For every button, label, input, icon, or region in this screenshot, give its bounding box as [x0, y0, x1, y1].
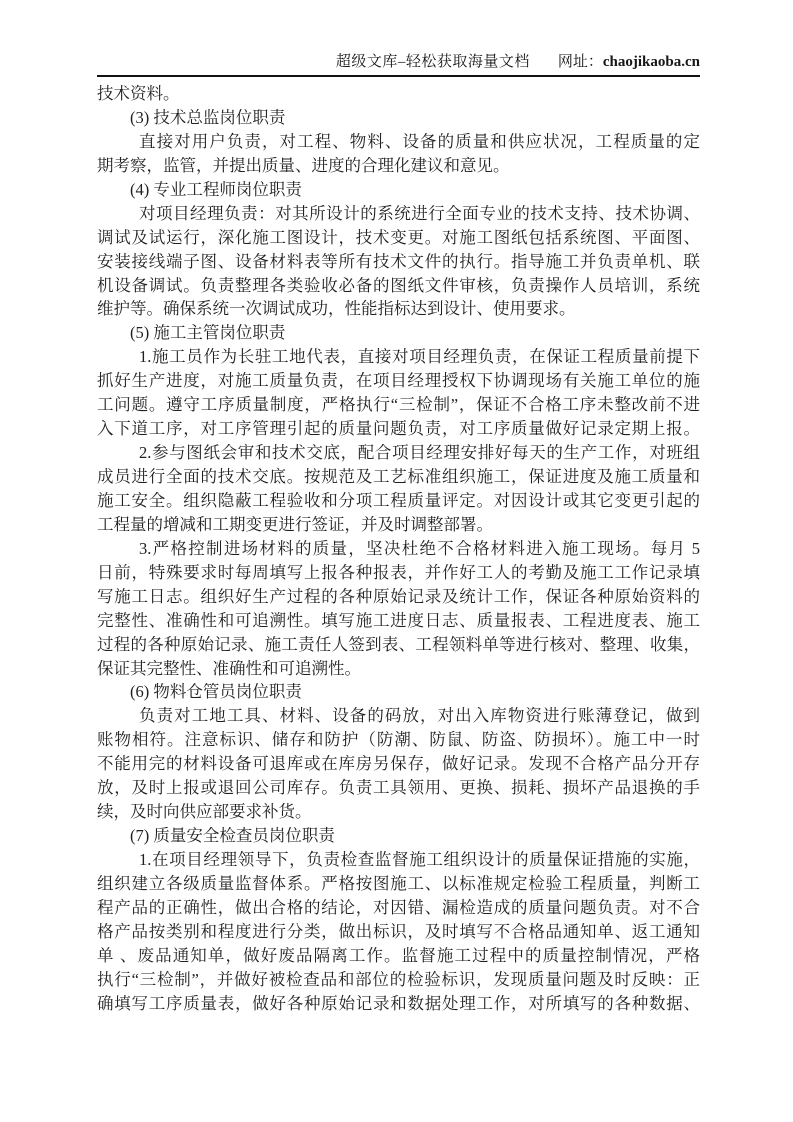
text-line: 期考察，监管，并提出质量、进度的合理化建议和意见。 — [97, 155, 510, 175]
text-line: 格产品按类别和程度进行分类，做出标识，及时填写不合格品通知单、返工通知 — [97, 921, 700, 941]
document-body — [97, 82, 700, 1016]
text-line: 放，及时上报或退回公司库存。负责工具领用、更换、损耗、损坏产品退换的手 — [97, 778, 700, 798]
page-header — [97, 52, 700, 73]
text-line: 程产品的正确性，做出合格的结论，对因错、漏检造成的质量问题负责。对不合 — [97, 897, 700, 917]
text-line: 安装接线端子图、设备材料表等所有技术文件的执行。指导施工并负责单机、联 — [97, 251, 700, 271]
header-address — [558, 54, 700, 70]
text-line: 维护等。确保系统一次调试成功，性能指标达到设计、使用要求。 — [97, 299, 576, 319]
header-url-label: 网址： — [557, 54, 603, 70]
header-url: chaojikaoba.cn — [602, 54, 700, 70]
text-line: 3.严格控制进场材料的质量，坚决杜绝不合格材料进入施工现场。每月 5 — [139, 538, 700, 558]
text-line: (7) 质量安全检查员岗位职责 — [130, 826, 335, 846]
text-line: 调试及试运行，深化施工图设计，技术变更。对施工图纸包括系统图、平面图、 — [97, 227, 700, 247]
text-line: (6) 物料仓管员岗位职责 — [130, 682, 302, 702]
text-line: 续，及时向供应部要求补货。 — [97, 802, 312, 822]
text-line: 抓好生产进度，对施工质量负责，在项目经理授权下协调现场有关施工单位的施 — [97, 371, 700, 391]
text-line: 直接对用户负责，对工程、物料、设备的质量和供应状况，工程质量的定 — [139, 131, 700, 151]
text-line: (4) 专业工程师岗位职责 — [130, 179, 302, 199]
text-line: 入下道工序，对工序管理引起的质量问题负责，对工序质量做好记录定期上报。 — [97, 419, 700, 439]
text-line: 1.在项目经理领导下，负责检查监督施工组织设计的质量保证措施的实施， — [139, 850, 700, 869]
text-line: 负责对工地工具、材料、设备的码放，对出入库物资进行账薄登记，做到 — [139, 706, 700, 726]
text-line: 日前，特殊要求时每周填写上报各种报表，并作好工人的考勤及施工工作记录填 — [97, 562, 700, 582]
text-line: 机设备调试。负责整理各类验收必备的图纸文件审核，负责操作人员培训，系统 — [97, 275, 700, 295]
text-line: 执行“三检制”，并做好被检查品和部位的检验标识，发现质量问题及时反映：正 — [97, 969, 700, 989]
text-line: 对项目经理负责：对其所设计的系统进行全面专业的技术支持、技术协调、 — [139, 203, 700, 223]
text-line: 组织建立各级质量监督体系。严格按图施工、以标准规定检验工程质量，判断工 — [97, 873, 700, 893]
text-line: 1.施工员作为长驻工地代表，直接对项目经理负责，在保证工程质量前提下 — [139, 347, 700, 367]
text-line: 技术资料。 — [97, 84, 180, 103]
text-line: 保证其完整性、准确性和可追溯性。 — [97, 658, 361, 678]
text-line: (5) 施工主管岗位职责 — [130, 323, 286, 343]
text-line: 工问题。遵守工序质量制度，严格执行“三检制”，保证不合格工序未整改前不进 — [97, 395, 700, 415]
text-line: 完整性、准确性和可追溯性。填写施工进度日志、质量报表、工程进度表、施工 — [97, 610, 700, 630]
text-line: 不能用完的材料设备可退库或在库房另保存，做好记录。发现不合格产品分开存 — [97, 754, 700, 774]
text-line: 账物相符。注意标识、储存和防护（防潮、防鼠、防盗、防损坏）。施工中一时 — [97, 730, 700, 750]
text-line: 2.参与图纸会审和技术交底，配合项目经理安排好每天的生产工作，对班组 — [139, 443, 700, 463]
text-line: 确填写工序质量表，做好各种原始记录和数据处理工作，对所填写的各种数据、 — [97, 993, 700, 1013]
text-line: 工程量的增减和工期变更进行签证，并及时调整部署。 — [97, 514, 493, 534]
text-line: (3) 技术总监岗位职责 — [130, 107, 286, 127]
text-line: 施工安全。组织隐蔽工程验收和分项工程质量评定。对因设计或其它变更引起的 — [97, 490, 700, 510]
text-line: 写施工日志。组织好生产过程的各种原始记录及统计工作，保证各种原始资料的 — [97, 586, 700, 606]
text-line: 单 、废品通知单，做好废品隔离工作。监督施工过程中的质量控制情况，严格 — [97, 945, 700, 965]
header-site-name: 超级文库–轻松获取海量文档 — [335, 54, 530, 70]
header-rule — [97, 75, 700, 77]
text-line: 成员进行全面的技术交底。按规范及工艺标准组织施工，保证进度及施工质量和 — [97, 467, 700, 486]
text-line: 过程的各种原始记录、施工责任人签到表、工程领料单等进行核对、整理、收集， — [97, 634, 700, 654]
